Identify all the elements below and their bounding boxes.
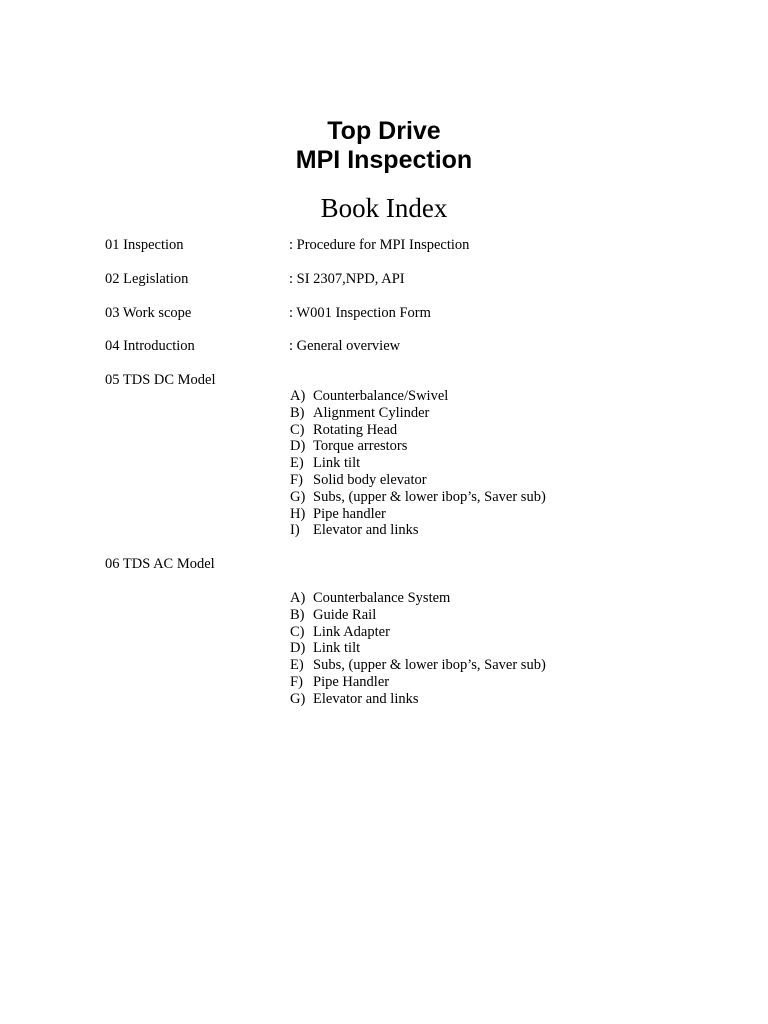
ac-model-item [290, 657, 546, 674]
item-text: Solid body elevator [313, 471, 427, 488]
index-label-work-scope: 03 Work scope [105, 305, 192, 321]
item-text: Counterbalance System [313, 590, 451, 606]
item-text: Pipe Handler [313, 673, 390, 690]
dc-model-item [290, 489, 546, 506]
item-letter: A) [290, 388, 306, 404]
item-letter: H) [290, 505, 306, 522]
item-letter: D) [290, 438, 306, 455]
dc-model-item [290, 438, 546, 455]
ac-model-item [290, 607, 546, 624]
item-letter: I) [290, 522, 300, 539]
item-text: Link Adapter [313, 623, 390, 640]
item-letter: C) [290, 421, 305, 438]
ac-model-item [290, 624, 546, 641]
dc-model-item [290, 422, 546, 439]
index-label-introduction: 04 Introduction [105, 338, 195, 354]
index-label-tds-dc-model: 05 TDS DC Model [105, 372, 216, 388]
index-desc-introduction: : General overview [289, 338, 401, 354]
item-text: Pipe handler [313, 505, 386, 522]
ac-model-item [290, 674, 546, 691]
item-letter: B) [290, 606, 305, 623]
ac-model-item [290, 691, 546, 708]
item-letter: G) [290, 690, 306, 707]
item-text: Counterbalance/Swivel [313, 388, 449, 404]
document-subtitle: Book Index [320, 193, 448, 223]
item-letter: C) [290, 623, 305, 640]
ac-model-list [290, 590, 546, 708]
index-desc-legislation: : SI 2307,NPD, API [289, 271, 405, 287]
dc-model-item [290, 506, 546, 523]
dc-model-item [290, 455, 546, 472]
index-label-inspection: 01 Inspection [105, 237, 184, 253]
index-label-legislation: 02 Legislation [105, 271, 189, 287]
document-title-line-1: Top Drive [327, 117, 441, 145]
item-letter: D) [290, 640, 306, 657]
ac-model-item [290, 640, 546, 657]
item-letter: G) [290, 488, 306, 505]
item-text: Link tilt [313, 640, 361, 657]
item-letter: E) [290, 455, 304, 472]
item-text: Subs, (upper & lower ibop’s, Saver sub) [313, 657, 546, 674]
item-letter: F) [290, 673, 303, 690]
item-letter: A) [290, 590, 306, 606]
item-letter: F) [290, 471, 303, 488]
index-desc-inspection: : Procedure for MPI Inspection [289, 237, 470, 253]
item-text: Link tilt [313, 455, 361, 472]
dc-model-list [290, 388, 546, 539]
document-title-line-2: MPI Inspection [295, 146, 473, 174]
item-text: Elevator and links [313, 690, 419, 707]
item-text: Subs, (upper & lower ibop’s, Saver sub) [313, 488, 546, 505]
index-desc-work-scope: : W001 Inspection Form [289, 305, 431, 321]
dc-model-item [290, 522, 546, 539]
item-text: Guide Rail [313, 606, 377, 623]
dc-model-item [290, 388, 546, 405]
dc-model-item [290, 405, 546, 422]
item-letter: E) [290, 657, 304, 674]
ac-model-item [290, 590, 546, 607]
item-text: Elevator and links [313, 522, 419, 539]
item-text: Rotating Head [313, 421, 398, 438]
index-label-tds-ac-model: 06 TDS AC Model [105, 556, 215, 572]
item-text: Alignment Cylinder [313, 404, 430, 421]
dc-model-item [290, 472, 546, 489]
item-text: Torque arrestors [313, 438, 408, 455]
item-letter: B) [290, 404, 305, 421]
